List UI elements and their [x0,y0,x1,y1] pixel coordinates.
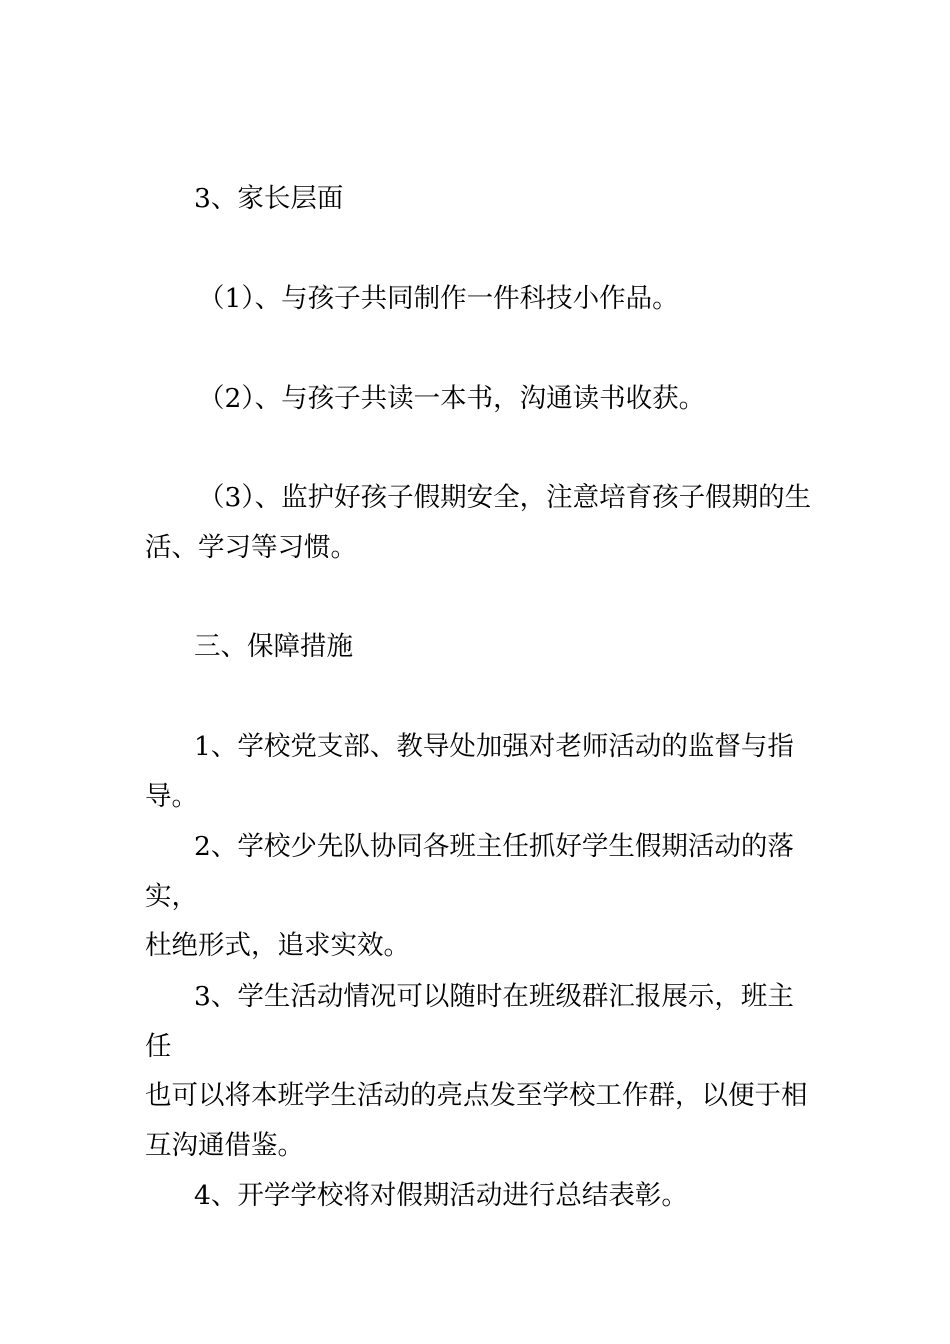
safeguard-heading [145,622,813,672]
parent-item-1 [145,274,813,324]
parent-level-heading [145,174,813,224]
parent-item-2 [145,374,813,424]
safeguard-item-3 [145,972,813,1170]
safeguard-item-2 [145,822,813,971]
paragraph-line: （2）、与孩子共读一本书，沟通读书收获。 [198,383,706,414]
paragraph-line: 互沟通借鉴。 [145,1129,304,1161]
paragraph-line: 杜绝形式，追求实效。 [145,930,410,961]
safeguard-item-1 [145,722,813,821]
paragraph-line: 2、学校少先队协同各班主任抓好学生假期活动的落实， [145,831,794,912]
paragraph-line: 三、保障措施 [194,631,353,662]
paragraph-line: 1、学校党支部、教导处加强对老师活动的监督与指导。 [145,731,794,812]
paragraph-line: 4、开学学校将对假期活动进行总结表彰。 [194,1180,688,1211]
paragraph-line: （3）、监护好孩子假期安全，注意培育孩子假期的生 [198,482,812,513]
paragraph-line: 3、家长层面 [194,183,344,214]
safeguard-item-4 [145,1171,813,1221]
paragraph-line: 也可以将本班学生活动的亮点发至学校工作群，以便于相 [145,1080,808,1111]
parent-item-3 [145,473,813,572]
paragraph-line: 3、学生活动情况可以随时在班级群汇报展示，班主任 [145,981,794,1062]
paragraph-line: （1）、与孩子共同制作一件科技小作品。 [198,283,679,314]
paragraph-line: 活、学习等习惯。 [145,531,357,563]
